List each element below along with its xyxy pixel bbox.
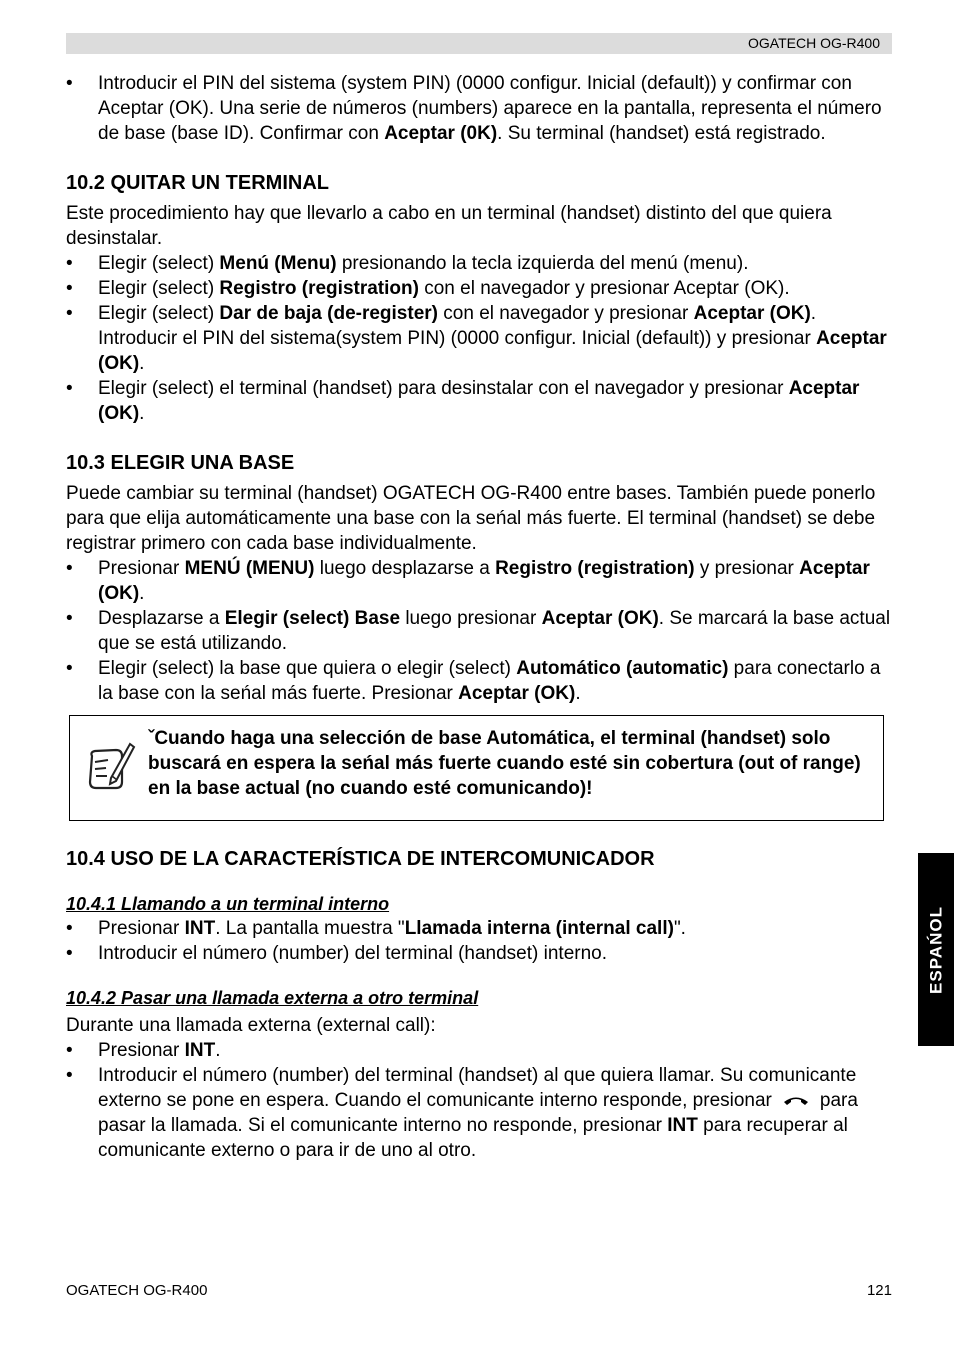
list-item: • Introducir el número (number) del terminal (handset) al que quiera llamar. Su comunicante externo se pone en espera. Cuando el comunicante interno responde, presionar para pasar la llamada. Si el comunicante interno no responde, presionar INT para recuperar al comunicante externo o para ir de uno al otro. xyxy=(66,1063,892,1163)
list-item: • Presionar INT. La pantalla muestra "Llamada interna (internal call)". xyxy=(66,916,892,941)
subsection-heading-10-4-1: 10.4.1 Llamando a un terminal interno xyxy=(66,894,390,914)
phone-handset-icon xyxy=(782,1093,810,1107)
paragraph: Puede cambiar su terminal (handset) OGATECH OG-R400 entre bases. También puede ponerlo para que elija automáticamente una base con la seńal más fuerte. El terminal (handset) se debe registrar primero con cada base individualmente. xyxy=(66,483,876,554)
list-item: • Elegir (select) Menú (Menu) presionando la tecla izquierda del menú (menu). xyxy=(66,251,892,276)
language-label: ESPAŃOL xyxy=(926,905,946,994)
paragraph: Este procedimiento hay que llevarlo a cabo en un terminal (handset) distinto del que quiera desinstalar. xyxy=(66,203,832,249)
list-item: • Introducir el número (number) del terminal (handset) interno. xyxy=(66,941,892,966)
list-item: • Introducir el PIN del sistema (system PIN) (0000 configur. Inicial (default)) y confirmar con Aceptar (OK). Una serie de números (numbers) aparece en la pantalla, representa el número de base (base ID). Confirmar con Aceptar (0K). Su terminal (handset) está registrado. xyxy=(66,71,892,146)
list-item: • Presionar INT. xyxy=(66,1038,892,1063)
list-item: • Presionar MENÚ (MENU) luego desplazarse a Registro (registration) y presionar Aceptar (OK). xyxy=(66,556,892,606)
paragraph: Durante una llamada externa (external call): xyxy=(66,1015,436,1036)
list-item: • Elegir (select) Dar de baja (de-register) con el navegador y presionar Aceptar (OK). Introducir el PIN del sistema(system PIN) (0000 configur. Inicial (default)) y presionar Aceptar (OK). xyxy=(66,301,892,376)
page-number: 121 xyxy=(866,1282,892,1299)
note-box xyxy=(69,715,884,821)
list-item: • Elegir (select) Registro (registration) con el navegador y presionar Aceptar (OK). xyxy=(66,276,892,301)
section-heading-10-2: 10.2 QUITAR UN TERMINAL xyxy=(66,172,329,194)
section-heading-10-3: 10.3 ELEGIR UNA BASE xyxy=(66,452,295,474)
language-side-tab xyxy=(918,853,954,1046)
list-item: • Elegir (select) el terminal (handset) para desinstalar con el navegador y presionar Aceptar (OK). xyxy=(66,376,892,426)
footer-title: OGATECH OG-R400 xyxy=(66,1282,208,1299)
page-content xyxy=(66,71,892,1163)
section-heading-10-4: 10.4 USO DE LA CARACTERÍSTICA DE INTERCOMUNICADOR xyxy=(66,848,655,870)
note-text: ˇCuando haga una selección de base Automática, el terminal (handset) solo buscará en espera la seńal más fuerte cuando esté sin cobertura (out of range) en la base actual (no cuando esté comunicando)! xyxy=(148,728,861,799)
subsection-heading-10-4-2: 10.4.2 Pasar una llamada externa a otro terminal xyxy=(66,988,479,1008)
header-bar xyxy=(66,33,892,54)
list-item: • Elegir (select) la base que quiera o elegir (select) Automático (automatic) para conectarlo a la base con la seńal más fuerte. Presionar Aceptar (OK). xyxy=(66,656,892,706)
note-pencil-icon xyxy=(86,738,136,794)
header-title: OGATECH OG-R400 xyxy=(748,35,880,51)
list-item: • Desplazarse a Elegir (select) Base luego presionar Aceptar (OK). Se marcará la base actual que se está utilizando. xyxy=(66,606,892,656)
